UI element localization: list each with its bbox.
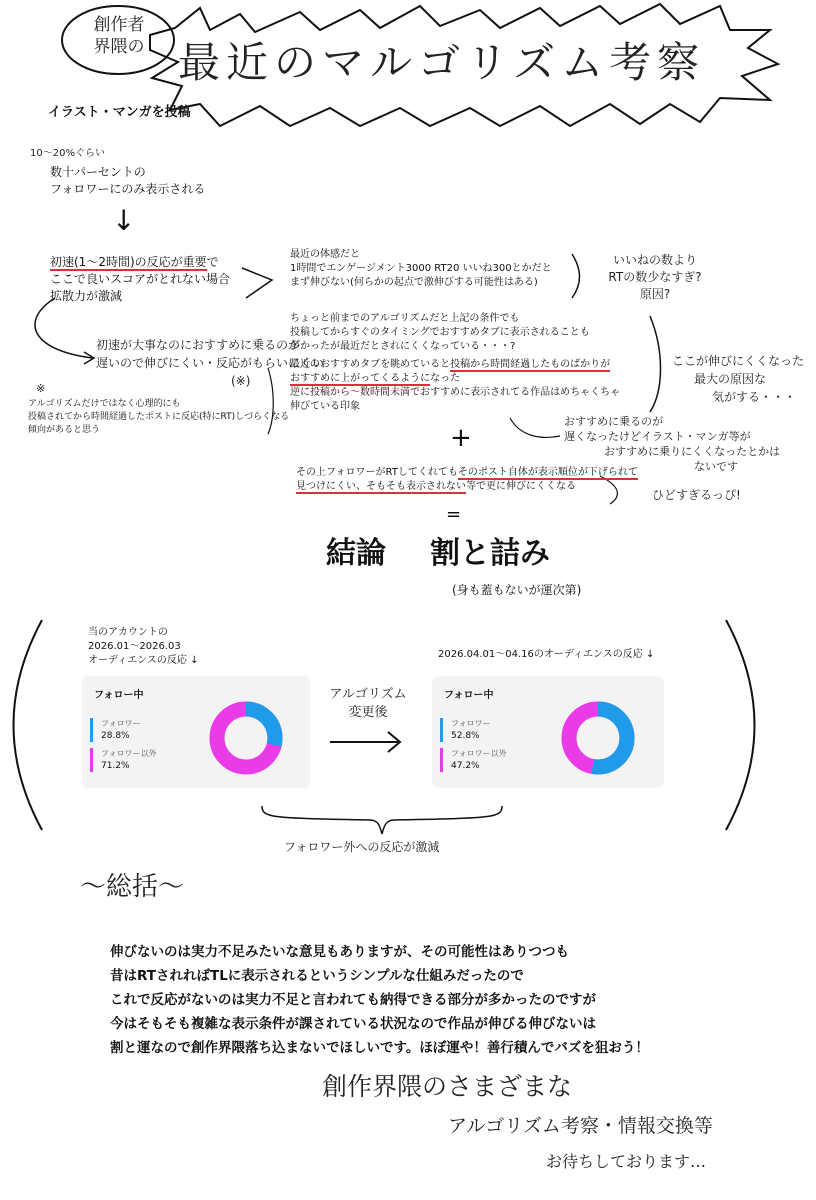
- psych-line-1: アルゴリズムだけではなく心理的にも: [28, 399, 181, 409]
- summary-body: [110, 940, 649, 1060]
- note-cruel: ひどすぎるっぴ!: [652, 488, 741, 502]
- visibility-line-2: フォロワーにのみ表示される: [50, 182, 206, 196]
- legend-non-follower: [440, 748, 507, 772]
- conclusion-subtitle: (身も蓋もないが運次第): [452, 583, 582, 597]
- closing-line-1: 創作界隈のさまざまな: [322, 1072, 573, 1101]
- rt-cause-line-1: いいねの数より: [612, 253, 697, 267]
- summary-line-2: 昔はRTされればTLに表示されるというシンプルな仕組みだったので: [110, 968, 524, 984]
- late-line-3: おすすめに乗りにくくなったとかは: [604, 445, 781, 458]
- legend-non-follower: [90, 748, 157, 772]
- initial-note-line-1: 初速が大事なのにおすすめに乗るのが: [96, 338, 301, 352]
- initial-note-line-2: 遅いので伸びにくい・反応がもらいにくい: [96, 356, 325, 370]
- psych-line-3: 傾向があると思う: [28, 425, 101, 435]
- change-line-1: アルゴリズム: [329, 687, 407, 702]
- note-recent-feeling: [290, 248, 552, 290]
- legend-non-follower-label: フォロワー以外: [101, 749, 157, 758]
- rt-cause-line-3: 原因?: [639, 287, 671, 301]
- legend-follower-pct: 52.8%: [451, 731, 480, 741]
- algo-line-1: ちょっと前までのアルゴリズムだと上記の条件でも: [290, 313, 520, 324]
- algo-line-7: 伸びている印象: [290, 401, 360, 412]
- before-label-line-2: 2026.01〜2026.03: [88, 641, 181, 652]
- audience-card-after: [432, 676, 664, 788]
- change-line-2: 変更後: [348, 705, 388, 720]
- note-late-recommend: [564, 414, 780, 474]
- conclusion-title: [326, 534, 550, 574]
- algo-line-2: 投稿してからすぐのタイミングでおすすめタブに表示されることも: [290, 327, 590, 338]
- badge-line-1: 創作者: [93, 15, 145, 35]
- rt-cause-line-2: RTの数少なすぎ?: [608, 270, 702, 284]
- psych-line-2: 投稿されてから時間経過したポストに反応(特にRT)しづらくなる: [28, 412, 290, 422]
- note-psychological: [28, 398, 289, 437]
- recent-line-1: 最近の体感だと: [290, 249, 360, 260]
- donut-chart: [558, 698, 638, 778]
- flow-step-post: イラスト・マンガを投稿: [48, 105, 191, 120]
- recent-line-3: まず伸びない(何らかの起点で激伸びする可能性はある): [290, 277, 538, 288]
- initial-note-line-3: (※): [231, 374, 251, 388]
- initial-speed-line-2: ここで良いスコアがとれない場合: [50, 272, 231, 286]
- late-line-4: ないです: [694, 460, 738, 473]
- legend-follower-label: フォロワー: [101, 719, 141, 728]
- card-title: フォロー中: [444, 690, 494, 701]
- flow-step-visibility: [50, 164, 205, 198]
- legend-follower: [90, 718, 141, 742]
- algo-line-5b: なった: [430, 373, 461, 384]
- asterisk-mark: ※: [36, 382, 46, 395]
- initial-speed-line-3: 拡散力が激減: [50, 289, 123, 303]
- note-main-cause: [672, 352, 804, 406]
- note-rt-cause: [600, 252, 710, 303]
- after-arrow-icon: ↓: [645, 649, 655, 660]
- late-line-1: おすすめに乗るのが: [564, 415, 664, 428]
- rt-line-1a: その上フォロワーがRTしてくれても: [296, 467, 458, 478]
- after-period-label: [438, 648, 654, 662]
- comparison-footnote: フォロワー外への反応が激減: [284, 840, 440, 854]
- badge-line-2: 界隈の: [93, 37, 145, 57]
- after-label-text: 2026.04.01〜04.16のオーディエンスの反応: [438, 649, 643, 660]
- initial-speed-tail: で: [206, 255, 219, 269]
- before-period-label: [88, 626, 198, 668]
- cause-line-1: ここが伸びにくくなった: [672, 354, 805, 368]
- closing-line-3: お待ちしております…: [546, 1152, 707, 1171]
- algorithm-change-label: [328, 686, 408, 722]
- before-label-line-3: オーディエンスの反応: [88, 655, 187, 666]
- equals-mark: =: [446, 504, 462, 525]
- summary-line-5: 割と運なので創作界隈落ち込まないでほしいです。ほぼ運や！善行積んでバズを狙おう！: [110, 1040, 649, 1056]
- visibility-line-1: 数十パーセントの: [50, 165, 146, 179]
- legend-follower-label: フォロワー: [451, 719, 491, 728]
- closing-line-2: アルゴリズム考察・情報交換等: [448, 1115, 713, 1137]
- summary-line-4: 今はそもそも複雑な表示条件が課されている状況なので作品が伸びる伸びないは: [110, 1016, 596, 1032]
- arrow-down-icon: ↓: [112, 204, 136, 237]
- audience-card-before: [82, 676, 310, 788]
- rt-line-1b: そのポスト自体が表示順位が下げられて: [457, 467, 638, 478]
- note-rt-ranking: [296, 466, 638, 494]
- rt-line-2a: 見つけにくい、そもそも表示されない: [296, 481, 466, 492]
- before-arrow-icon: ↓: [190, 655, 199, 666]
- note-percent: 10〜20%ぐらい: [30, 148, 105, 159]
- plus-mark: +: [450, 423, 472, 453]
- summary-line-3: これで反応がないのは実力不足と言われても納得できる部分が多かったのですが: [110, 992, 596, 1008]
- legend-non-follower-pct: 47.2%: [451, 761, 480, 771]
- late-line-2: 遅くなったけどイラスト・マンガ等が: [564, 430, 751, 443]
- rt-line-2b: 等で更に伸びにくくなる: [466, 481, 576, 492]
- summary-heading: 〜総括〜: [80, 872, 185, 902]
- legend-follower: [440, 718, 491, 742]
- summary-line-1: 伸びないのは実力不足みたいな意見もありますが、その可能性はありつつも: [110, 944, 569, 960]
- conclusion-label: 結論: [326, 536, 386, 571]
- initial-speed-highlight: 初速(1〜2時間)の反応が重要: [50, 255, 207, 269]
- algo-line-6: 逆に投稿から〜数時間未満でおすすめに表示されてる作品はめちゃくちゃ: [290, 387, 621, 398]
- algo-line-3: 多かったが最近だとされにくくなっている・・・?: [290, 341, 516, 352]
- cause-line-2: 最大の原因な: [694, 372, 767, 386]
- note-algorithm: [290, 312, 620, 414]
- page-title: 最近のマルゴリズム考察: [178, 38, 706, 87]
- algo-line-5a: おすすめに上がってくるように: [290, 373, 431, 384]
- card-title: フォロー中: [94, 690, 144, 701]
- legend-non-follower-pct: 71.2%: [101, 761, 130, 771]
- recent-line-2: 1時間でエンゲージメント3000 RT20 いいね300とかだと: [290, 263, 552, 274]
- algo-line-4a: 最近のおすすめタブを眺めていると: [290, 359, 451, 370]
- algo-line-4b: 投稿から時間経過したものばかりが: [450, 359, 611, 370]
- cause-line-3: 気がする・・・: [712, 390, 797, 404]
- legend-non-follower-label: フォロワー以外: [451, 749, 507, 758]
- before-label-line-1: 当のアカウントの: [88, 627, 168, 638]
- header-badge: [88, 14, 150, 58]
- donut-chart: [206, 698, 286, 778]
- conclusion-verdict: 割と詰み: [430, 536, 550, 571]
- legend-follower-pct: 28.8%: [101, 731, 130, 741]
